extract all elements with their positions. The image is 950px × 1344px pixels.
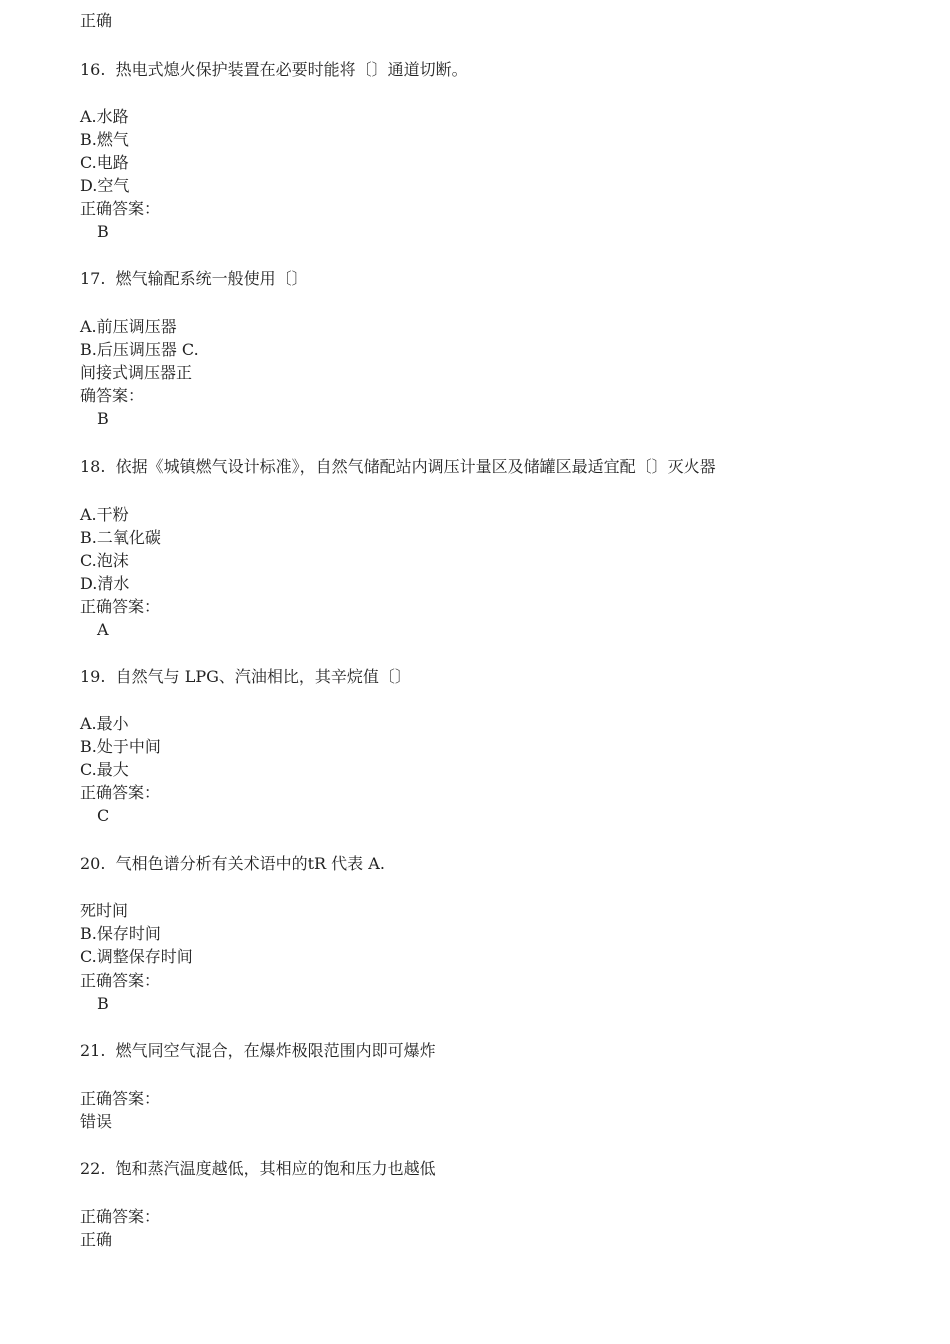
answer-label: 确答案： (80, 386, 145, 405)
answer-value: B (97, 409, 109, 428)
option-c: C.泡沫 (80, 551, 129, 570)
option-c: 间接式调压器正 (80, 363, 193, 382)
option-c: C.最大 (80, 760, 129, 779)
option-c: C.电路 (80, 153, 129, 172)
option-b: B.处于中间 (80, 737, 161, 756)
question-20: 20. 气相色谱分析有关术语中的tR 代表 A. (80, 854, 385, 873)
text-line: 正确 (80, 11, 113, 30)
answer-value: 正确 (80, 1230, 113, 1249)
option-b: B.后压调压器 C. (80, 340, 199, 359)
question-17: 17. 燃气输配系统一般使用〔〕 (80, 269, 308, 288)
answer-value: B (97, 994, 109, 1013)
question-21: 21. 燃气同空气混合，在爆炸极限范围内即可爆炸 (80, 1041, 436, 1060)
option-b: B.保存时间 (80, 924, 161, 943)
question-16: 16. 热电式熄火保护装置在必要时能将〔〕通道切断。 (80, 60, 468, 79)
option-b: B.燃气 (80, 130, 129, 149)
answer-label: 正确答案： (80, 1207, 161, 1226)
question-19: 19. 自然气与 LPG、汽油相比，其辛烷值〔〕 (80, 667, 411, 686)
answer-value: A (97, 620, 109, 639)
answer-value: 错误 (80, 1112, 113, 1131)
option-d: D.空气 (80, 176, 130, 195)
option-a: 死时间 (80, 901, 129, 920)
option-b: B.二氧化碳 (80, 528, 161, 547)
option-a: A.干粉 (80, 505, 129, 524)
answer-value: C (97, 806, 110, 825)
option-c: C.调整保存时间 (80, 947, 193, 966)
question-22: 22. 饱和蒸汽温度越低，其相应的饱和压力也越低 (80, 1159, 436, 1178)
option-a: A.最小 (80, 714, 129, 733)
answer-label: 正确答案： (80, 199, 161, 218)
answer-label: 正确答案： (80, 783, 161, 802)
answer-label: 正确答案： (80, 1089, 161, 1108)
answer-label: 正确答案： (80, 971, 161, 990)
question-18: 18. 依据《城镇燃气设计标准》，自然气储配站内调压计量区及储罐区最适宜配〔〕灭火器 (80, 457, 716, 476)
option-a: A.水路 (80, 107, 129, 126)
answer-label: 正确答案： (80, 597, 161, 616)
option-d: D.清水 (80, 574, 130, 593)
answer-value: B (97, 222, 109, 241)
option-a: A.前压调压器 (80, 317, 177, 336)
